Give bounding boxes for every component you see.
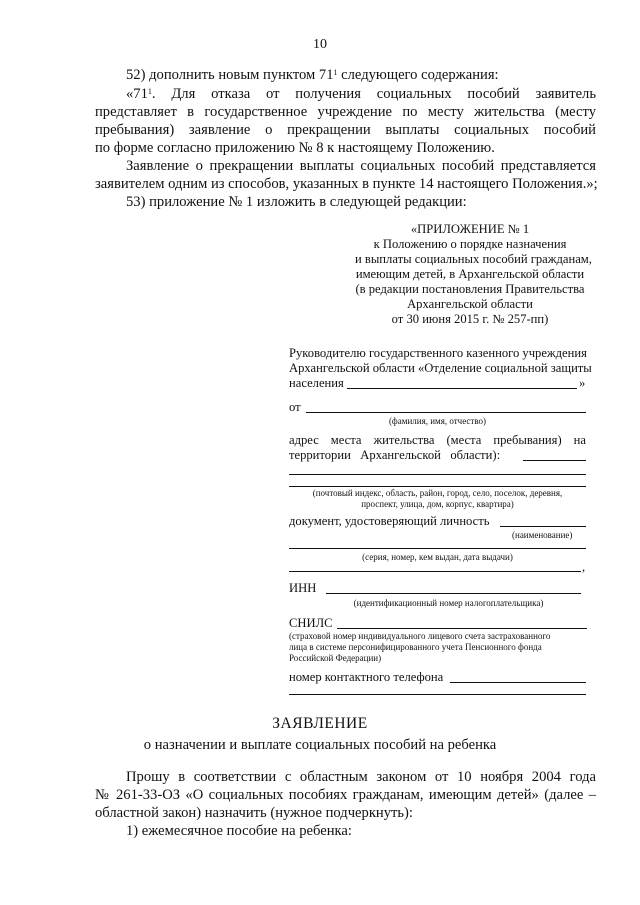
item-52-sup: 1 bbox=[333, 68, 338, 77]
address-w4: (места bbox=[446, 433, 482, 447]
document-blank-2[interactable] bbox=[289, 548, 586, 549]
statement-line-2: заявителем одним из способов, указанных в пункте 14 настоящего Положения.»; bbox=[95, 176, 598, 192]
appendix-l4: имеющим детей, в Архангельской области bbox=[355, 267, 585, 281]
p71-line-2: представляет в государственное учреждение по месту жительства (месту bbox=[95, 104, 596, 120]
from-hint: (фамилия, имя, отчество) bbox=[388, 416, 487, 426]
snils-label: СНИЛС bbox=[289, 616, 333, 630]
address-hint-2: проспект, улица, дом, корпус, квартира) bbox=[361, 499, 514, 509]
item-52-text: 52) дополнить новым пунктом 71 bbox=[126, 67, 334, 83]
address-blank-2[interactable] bbox=[289, 474, 586, 475]
address-hint-1: (почтовый индекс, область, район, город, село, поселок, деревня, bbox=[312, 488, 563, 498]
document-name-blank[interactable] bbox=[500, 526, 586, 527]
inn-hint: (идентификационный номер налогоплательщика) bbox=[353, 598, 544, 608]
inn-blank[interactable] bbox=[326, 593, 581, 594]
document-comma: , bbox=[582, 560, 586, 574]
appendix-block bbox=[355, 222, 592, 327]
address-w8: Архангельской bbox=[360, 448, 441, 462]
address-w1: адрес bbox=[289, 433, 319, 447]
address-w5: пребывания) bbox=[493, 433, 562, 447]
document-label: документ, удостоверяющий личность bbox=[289, 514, 490, 528]
address-line-1 bbox=[289, 433, 586, 448]
address-w6: на bbox=[573, 433, 586, 447]
statement-title: ЗАЯВЛЕНИЕ bbox=[272, 715, 368, 732]
inn-label: ИНН bbox=[289, 581, 317, 595]
snils-blank[interactable] bbox=[337, 628, 587, 629]
from-blank[interactable] bbox=[306, 412, 586, 413]
item-53: 53) приложение № 1 изложить в следующей редакции: bbox=[126, 194, 467, 210]
addressee-l3-end: » bbox=[579, 376, 586, 390]
p71-line-3: пребывания) заявление о прекращении выплаты социальных пособий bbox=[95, 122, 596, 138]
address-w7: территории bbox=[289, 448, 351, 462]
addressee-l3: населения bbox=[289, 376, 344, 390]
p71-l1-b: . Для отказа от получения социальных пособий заявитель bbox=[151, 86, 596, 102]
request-line-1: Прошу в соответствии с областным законом от 10 ноября 2004 года bbox=[126, 769, 596, 785]
address-line-2 bbox=[289, 448, 500, 463]
address-w9: области): bbox=[450, 448, 501, 462]
page-number: 10 bbox=[313, 37, 327, 52]
from-label: от bbox=[289, 400, 301, 414]
item-52 bbox=[126, 66, 499, 84]
item-52-tail: следующего содержания: bbox=[337, 67, 499, 83]
address-blank-1[interactable] bbox=[523, 460, 586, 461]
document-hint-series: (серия, номер, кем выдан, дата выдачи) bbox=[362, 552, 513, 562]
appendix-l3: и выплаты социальных пособий гражданам, bbox=[355, 252, 592, 266]
request-line-4: 1) ежемесячное пособие на ребенка: bbox=[126, 823, 352, 839]
document-blank-3[interactable] bbox=[289, 571, 581, 572]
appendix-l7: от 30 июня 2015 г. № 257-пп) bbox=[391, 312, 549, 326]
addressee-blank[interactable] bbox=[347, 388, 577, 389]
appendix-l6: Архангельской области bbox=[407, 297, 533, 311]
address-w3: жительства bbox=[373, 433, 435, 447]
phone-blank[interactable] bbox=[450, 682, 586, 683]
addressee-l1: Руководителю государственного казенного учреждения bbox=[289, 346, 587, 360]
snils-hint-3: Российской Федерации) bbox=[289, 653, 382, 663]
request-line-3: областной закон) назначить (нужное подчеркнуть): bbox=[95, 805, 413, 821]
p71-l1-sup: 1 bbox=[147, 87, 152, 96]
p71-l1-a: «71 bbox=[126, 86, 148, 102]
snils-hint-1: (страховой номер индивидуального лицевого счета застрахованного bbox=[289, 631, 551, 641]
document-hint-name: (наименование) bbox=[512, 530, 573, 540]
phone-blank-2[interactable] bbox=[289, 694, 586, 695]
p71-line-1 bbox=[126, 85, 596, 103]
p71-line-4: по форме согласно приложению № 8 к настоящему Положению. bbox=[95, 140, 495, 156]
address-w2: места bbox=[330, 433, 362, 447]
appendix-l2: к Положению о порядке назначения bbox=[373, 237, 567, 251]
statement-subtitle: о назначении и выплате социальных пособий на ребенка bbox=[143, 737, 497, 753]
statement-line-1: Заявление о прекращении выплаты социальных пособий представляется bbox=[126, 158, 596, 174]
appendix-l5: (в редакции постановления Правительства bbox=[355, 282, 585, 296]
address-blank-3[interactable] bbox=[289, 486, 586, 487]
appendix-l1: «ПРИЛОЖЕНИЕ № 1 bbox=[410, 222, 530, 236]
phone-label: номер контактного телефона bbox=[289, 670, 444, 684]
snils-hint-2: лица в системе персонифицированного учета Пенсионного фонда bbox=[289, 642, 542, 652]
addressee-l2: Архангельской области «Отделение социальной защиты bbox=[289, 361, 592, 375]
request-line-2: № 261-33-ОЗ «О социальных пособиях гражданам, имеющим детей» (далее – bbox=[95, 787, 596, 803]
